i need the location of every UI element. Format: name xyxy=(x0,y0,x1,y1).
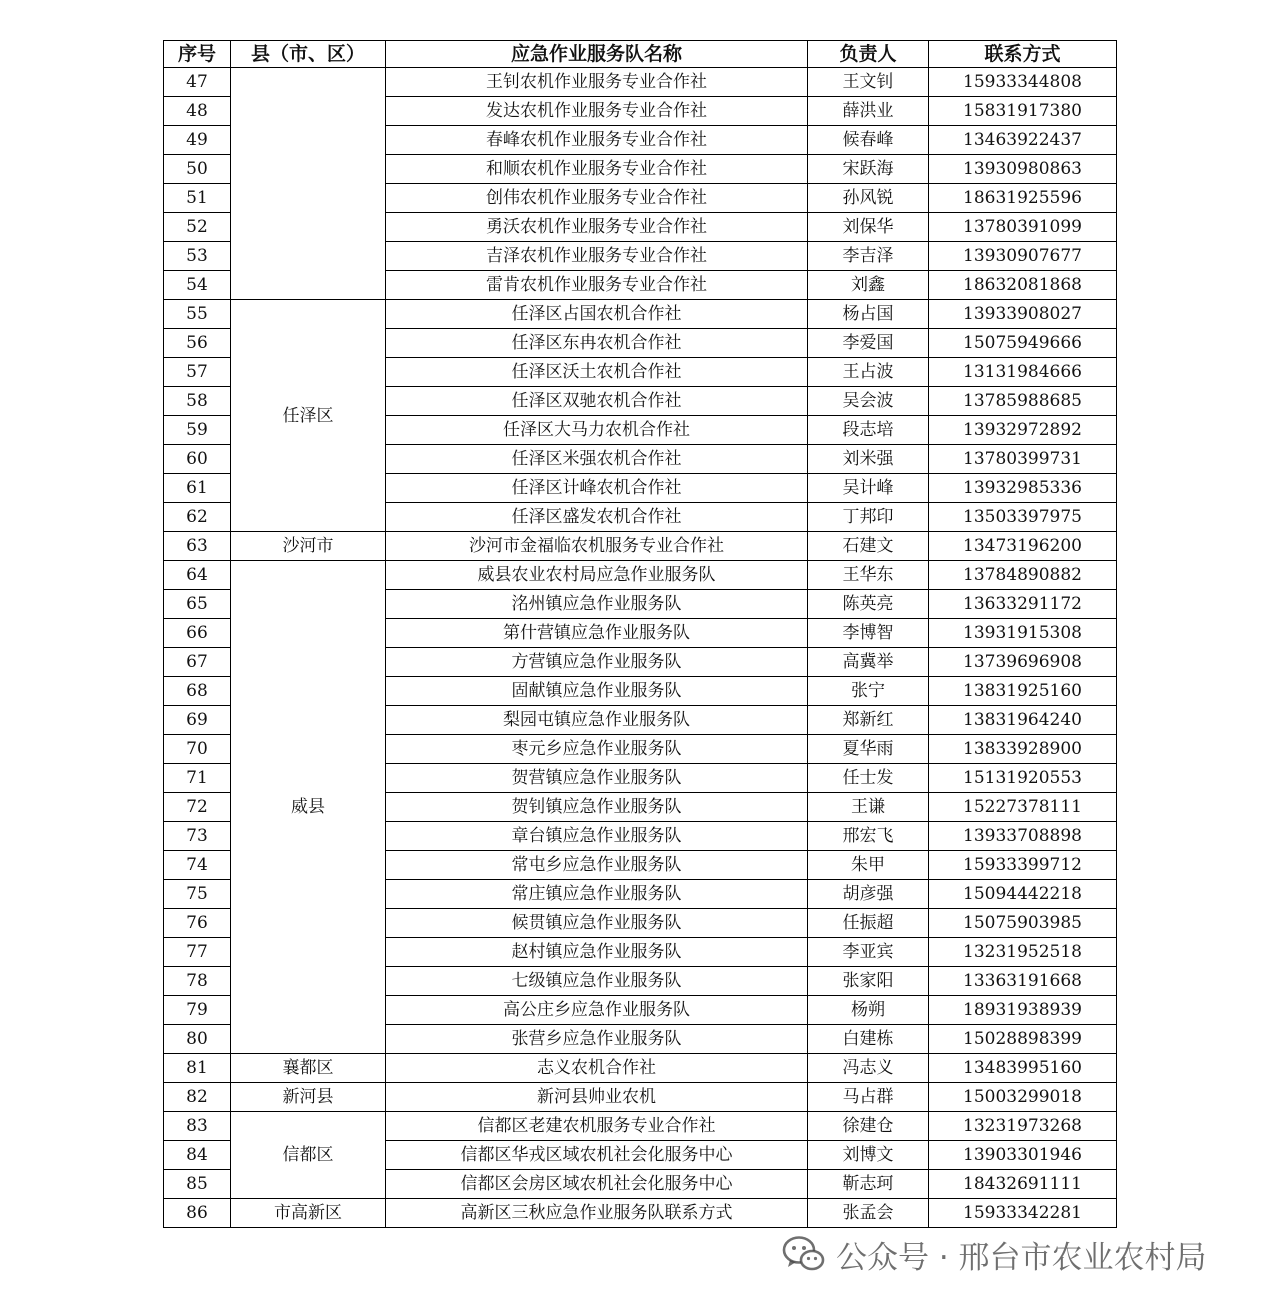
row-team-name: 任泽区米强农机合作社 xyxy=(386,445,808,474)
row-phone: 13363191668 xyxy=(929,967,1117,996)
row-team-name: 任泽区计峰农机合作社 xyxy=(386,474,808,503)
row-team-name: 任泽区双驰农机合作社 xyxy=(386,387,808,416)
row-phone: 15094442218 xyxy=(929,880,1117,909)
row-index: 54 xyxy=(164,271,231,300)
row-index: 84 xyxy=(164,1141,231,1170)
row-team-name: 新河县帅业农机 xyxy=(386,1083,808,1112)
row-team-name: 张营乡应急作业服务队 xyxy=(386,1025,808,1054)
row-index: 70 xyxy=(164,735,231,764)
row-phone: 15933344808 xyxy=(929,68,1117,97)
row-leader: 徐建仓 xyxy=(808,1112,929,1141)
row-index: 83 xyxy=(164,1112,231,1141)
row-leader: 郑新红 xyxy=(808,706,929,735)
row-index: 59 xyxy=(164,416,231,445)
row-team-name: 任泽区占国农机合作社 xyxy=(386,300,808,329)
row-team-name: 沙河市金福临农机服务专业合作社 xyxy=(386,532,808,561)
row-leader: 胡彦强 xyxy=(808,880,929,909)
row-team-name: 固献镇应急作业服务队 xyxy=(386,677,808,706)
row-team-name: 贺营镇应急作业服务队 xyxy=(386,764,808,793)
row-leader: 任士发 xyxy=(808,764,929,793)
row-team-name: 高公庄乡应急作业服务队 xyxy=(386,996,808,1025)
row-phone: 15075903985 xyxy=(929,909,1117,938)
row-phone: 13780391099 xyxy=(929,213,1117,242)
row-phone: 13473196200 xyxy=(929,532,1117,561)
row-phone: 13831964240 xyxy=(929,706,1117,735)
row-phone: 18631925596 xyxy=(929,184,1117,213)
table-row xyxy=(164,1054,1117,1083)
row-phone: 18931938939 xyxy=(929,996,1117,1025)
row-index: 62 xyxy=(164,503,231,532)
row-index: 66 xyxy=(164,619,231,648)
table-row xyxy=(164,300,1117,329)
row-team-name: 章台镇应急作业服务队 xyxy=(386,822,808,851)
row-leader: 邢宏飞 xyxy=(808,822,929,851)
row-index: 68 xyxy=(164,677,231,706)
row-county: 威县 xyxy=(231,561,386,1054)
row-index: 86 xyxy=(164,1199,231,1228)
row-county: 信都区 xyxy=(231,1112,386,1199)
row-index: 77 xyxy=(164,938,231,967)
table-row xyxy=(164,1083,1117,1112)
row-leader: 候春峰 xyxy=(808,126,929,155)
row-phone: 13833928900 xyxy=(929,735,1117,764)
header-leader: 负责人 xyxy=(808,41,929,68)
row-phone: 15933399712 xyxy=(929,851,1117,880)
row-index: 65 xyxy=(164,590,231,619)
row-index: 74 xyxy=(164,851,231,880)
row-county: 沙河市 xyxy=(231,532,386,561)
row-team-name: 任泽区沃土农机合作社 xyxy=(386,358,808,387)
row-phone: 13930980863 xyxy=(929,155,1117,184)
header-contact: 联系方式 xyxy=(929,41,1117,68)
row-leader: 吴计峰 xyxy=(808,474,929,503)
row-phone: 13931915308 xyxy=(929,619,1117,648)
row-index: 78 xyxy=(164,967,231,996)
row-leader: 杨占国 xyxy=(808,300,929,329)
row-index: 58 xyxy=(164,387,231,416)
row-leader: 张孟会 xyxy=(808,1199,929,1228)
row-phone: 13633291172 xyxy=(929,590,1117,619)
row-team-name: 信都区老建农机服务专业合作社 xyxy=(386,1112,808,1141)
row-county xyxy=(231,68,386,300)
row-county: 襄都区 xyxy=(231,1054,386,1083)
row-team-name: 常庄镇应急作业服务队 xyxy=(386,880,808,909)
row-leader: 王文钊 xyxy=(808,68,929,97)
row-phone: 13933708898 xyxy=(929,822,1117,851)
row-index: 52 xyxy=(164,213,231,242)
row-index: 72 xyxy=(164,793,231,822)
row-leader: 段志培 xyxy=(808,416,929,445)
row-team-name: 任泽区盛发农机合作社 xyxy=(386,503,808,532)
row-leader: 靳志珂 xyxy=(808,1170,929,1199)
row-index: 56 xyxy=(164,329,231,358)
row-phone: 15831917380 xyxy=(929,97,1117,126)
row-team-name: 志义农机合作社 xyxy=(386,1054,808,1083)
row-leader: 马占群 xyxy=(808,1083,929,1112)
row-phone: 13932972892 xyxy=(929,416,1117,445)
row-index: 67 xyxy=(164,648,231,677)
row-team-name: 春峰农机作业服务专业合作社 xyxy=(386,126,808,155)
row-team-name: 贺钊镇应急作业服务队 xyxy=(386,793,808,822)
row-index: 48 xyxy=(164,97,231,126)
row-index: 57 xyxy=(164,358,231,387)
row-phone: 13930907677 xyxy=(929,242,1117,271)
row-index: 80 xyxy=(164,1025,231,1054)
row-county: 新河县 xyxy=(231,1083,386,1112)
row-team-name: 梨园屯镇应急作业服务队 xyxy=(386,706,808,735)
row-index: 71 xyxy=(164,764,231,793)
row-team-name: 任泽区东冉农机合作社 xyxy=(386,329,808,358)
row-team-name: 雷肯农机作业服务专业合作社 xyxy=(386,271,808,300)
row-leader: 张宁 xyxy=(808,677,929,706)
row-leader: 朱甲 xyxy=(808,851,929,880)
row-leader: 丁邦印 xyxy=(808,503,929,532)
row-leader: 刘鑫 xyxy=(808,271,929,300)
row-index: 47 xyxy=(164,68,231,97)
row-team-name: 信都区会房区域农机社会化服务中心 xyxy=(386,1170,808,1199)
row-phone: 13131984666 xyxy=(929,358,1117,387)
row-phone: 13932985336 xyxy=(929,474,1117,503)
row-index: 73 xyxy=(164,822,231,851)
table-row xyxy=(164,1112,1117,1141)
row-team-name: 高新区三秋应急作业服务队联系方式 xyxy=(386,1199,808,1228)
row-team-name: 七级镇应急作业服务队 xyxy=(386,967,808,996)
row-index: 64 xyxy=(164,561,231,590)
header-index: 序号 xyxy=(164,41,231,68)
row-leader: 刘博文 xyxy=(808,1141,929,1170)
row-leader: 冯志义 xyxy=(808,1054,929,1083)
row-leader: 白建栋 xyxy=(808,1025,929,1054)
row-index: 50 xyxy=(164,155,231,184)
row-team-name: 和顺农机作业服务专业合作社 xyxy=(386,155,808,184)
service-team-table xyxy=(163,40,1117,1228)
table-row xyxy=(164,532,1117,561)
watermark xyxy=(782,1232,1207,1276)
row-team-name: 常屯乡应急作业服务队 xyxy=(386,851,808,880)
header-team-name: 应急作业服务队名称 xyxy=(386,41,808,68)
row-team-name: 赵村镇应急作业服务队 xyxy=(386,938,808,967)
header-row xyxy=(164,41,1117,68)
watermark-text: 公众号 · 邢台市农业农村局 xyxy=(836,1239,1207,1276)
row-leader: 王华东 xyxy=(808,561,929,590)
row-phone: 15028898399 xyxy=(929,1025,1117,1054)
row-leader: 吴会波 xyxy=(808,387,929,416)
row-team-name: 枣元乡应急作业服务队 xyxy=(386,735,808,764)
row-index: 81 xyxy=(164,1054,231,1083)
row-team-name: 第什营镇应急作业服务队 xyxy=(386,619,808,648)
row-index: 69 xyxy=(164,706,231,735)
row-index: 82 xyxy=(164,1083,231,1112)
wechat-icon xyxy=(782,1234,826,1274)
row-leader: 李吉泽 xyxy=(808,242,929,271)
row-team-name: 任泽区大马力农机合作社 xyxy=(386,416,808,445)
header-county: 县（市、区） xyxy=(231,41,386,68)
row-index: 76 xyxy=(164,909,231,938)
row-index: 53 xyxy=(164,242,231,271)
row-phone: 13739696908 xyxy=(929,648,1117,677)
row-phone: 15075949666 xyxy=(929,329,1117,358)
row-leader: 夏华雨 xyxy=(808,735,929,764)
table-body xyxy=(164,68,1117,1228)
row-phone: 13780399731 xyxy=(929,445,1117,474)
row-leader: 高冀举 xyxy=(808,648,929,677)
row-leader: 李博智 xyxy=(808,619,929,648)
row-leader: 陈英亮 xyxy=(808,590,929,619)
row-index: 60 xyxy=(164,445,231,474)
row-phone: 15003299018 xyxy=(929,1083,1117,1112)
table-row xyxy=(164,561,1117,590)
row-leader: 任振超 xyxy=(808,909,929,938)
row-team-name: 吉泽农机作业服务专业合作社 xyxy=(386,242,808,271)
row-team-name: 王钊农机作业服务专业合作社 xyxy=(386,68,808,97)
row-phone: 13933908027 xyxy=(929,300,1117,329)
row-phone: 13231952518 xyxy=(929,938,1117,967)
row-leader: 张家阳 xyxy=(808,967,929,996)
row-phone: 13483995160 xyxy=(929,1054,1117,1083)
row-team-name: 发达农机作业服务专业合作社 xyxy=(386,97,808,126)
row-team-name: 威县农业农村局应急作业服务队 xyxy=(386,561,808,590)
row-index: 85 xyxy=(164,1170,231,1199)
row-team-name: 创伟农机作业服务专业合作社 xyxy=(386,184,808,213)
row-phone: 18632081868 xyxy=(929,271,1117,300)
row-team-name: 洺州镇应急作业服务队 xyxy=(386,590,808,619)
row-leader: 杨朔 xyxy=(808,996,929,1025)
row-phone: 15933342281 xyxy=(929,1199,1117,1228)
row-phone: 13784890882 xyxy=(929,561,1117,590)
row-phone: 15227378111 xyxy=(929,793,1117,822)
row-leader: 孙风锐 xyxy=(808,184,929,213)
row-leader: 薛洪业 xyxy=(808,97,929,126)
row-phone: 13785988685 xyxy=(929,387,1117,416)
row-phone: 13503397975 xyxy=(929,503,1117,532)
row-phone: 13903301946 xyxy=(929,1141,1117,1170)
row-leader: 李亚宾 xyxy=(808,938,929,967)
row-leader: 李爱国 xyxy=(808,329,929,358)
row-team-name: 方营镇应急作业服务队 xyxy=(386,648,808,677)
row-phone: 13831925160 xyxy=(929,677,1117,706)
row-county: 市高新区 xyxy=(231,1199,386,1228)
row-phone: 15131920553 xyxy=(929,764,1117,793)
row-leader: 刘米强 xyxy=(808,445,929,474)
row-phone: 13231973268 xyxy=(929,1112,1117,1141)
row-index: 49 xyxy=(164,126,231,155)
table-row xyxy=(164,68,1117,97)
row-phone: 18432691111 xyxy=(929,1170,1117,1199)
row-county: 任泽区 xyxy=(231,300,386,532)
row-index: 63 xyxy=(164,532,231,561)
table-row xyxy=(164,1199,1117,1228)
row-index: 51 xyxy=(164,184,231,213)
row-leader: 王占波 xyxy=(808,358,929,387)
row-index: 61 xyxy=(164,474,231,503)
row-index: 79 xyxy=(164,996,231,1025)
row-leader: 石建文 xyxy=(808,532,929,561)
row-team-name: 候贯镇应急作业服务队 xyxy=(386,909,808,938)
row-index: 75 xyxy=(164,880,231,909)
row-leader: 宋跃海 xyxy=(808,155,929,184)
row-leader: 王谦 xyxy=(808,793,929,822)
row-index: 55 xyxy=(164,300,231,329)
row-team-name: 信都区华戎区域农机社会化服务中心 xyxy=(386,1141,808,1170)
row-phone: 13463922437 xyxy=(929,126,1117,155)
row-team-name: 勇沃农机作业服务专业合作社 xyxy=(386,213,808,242)
row-leader: 刘保华 xyxy=(808,213,929,242)
